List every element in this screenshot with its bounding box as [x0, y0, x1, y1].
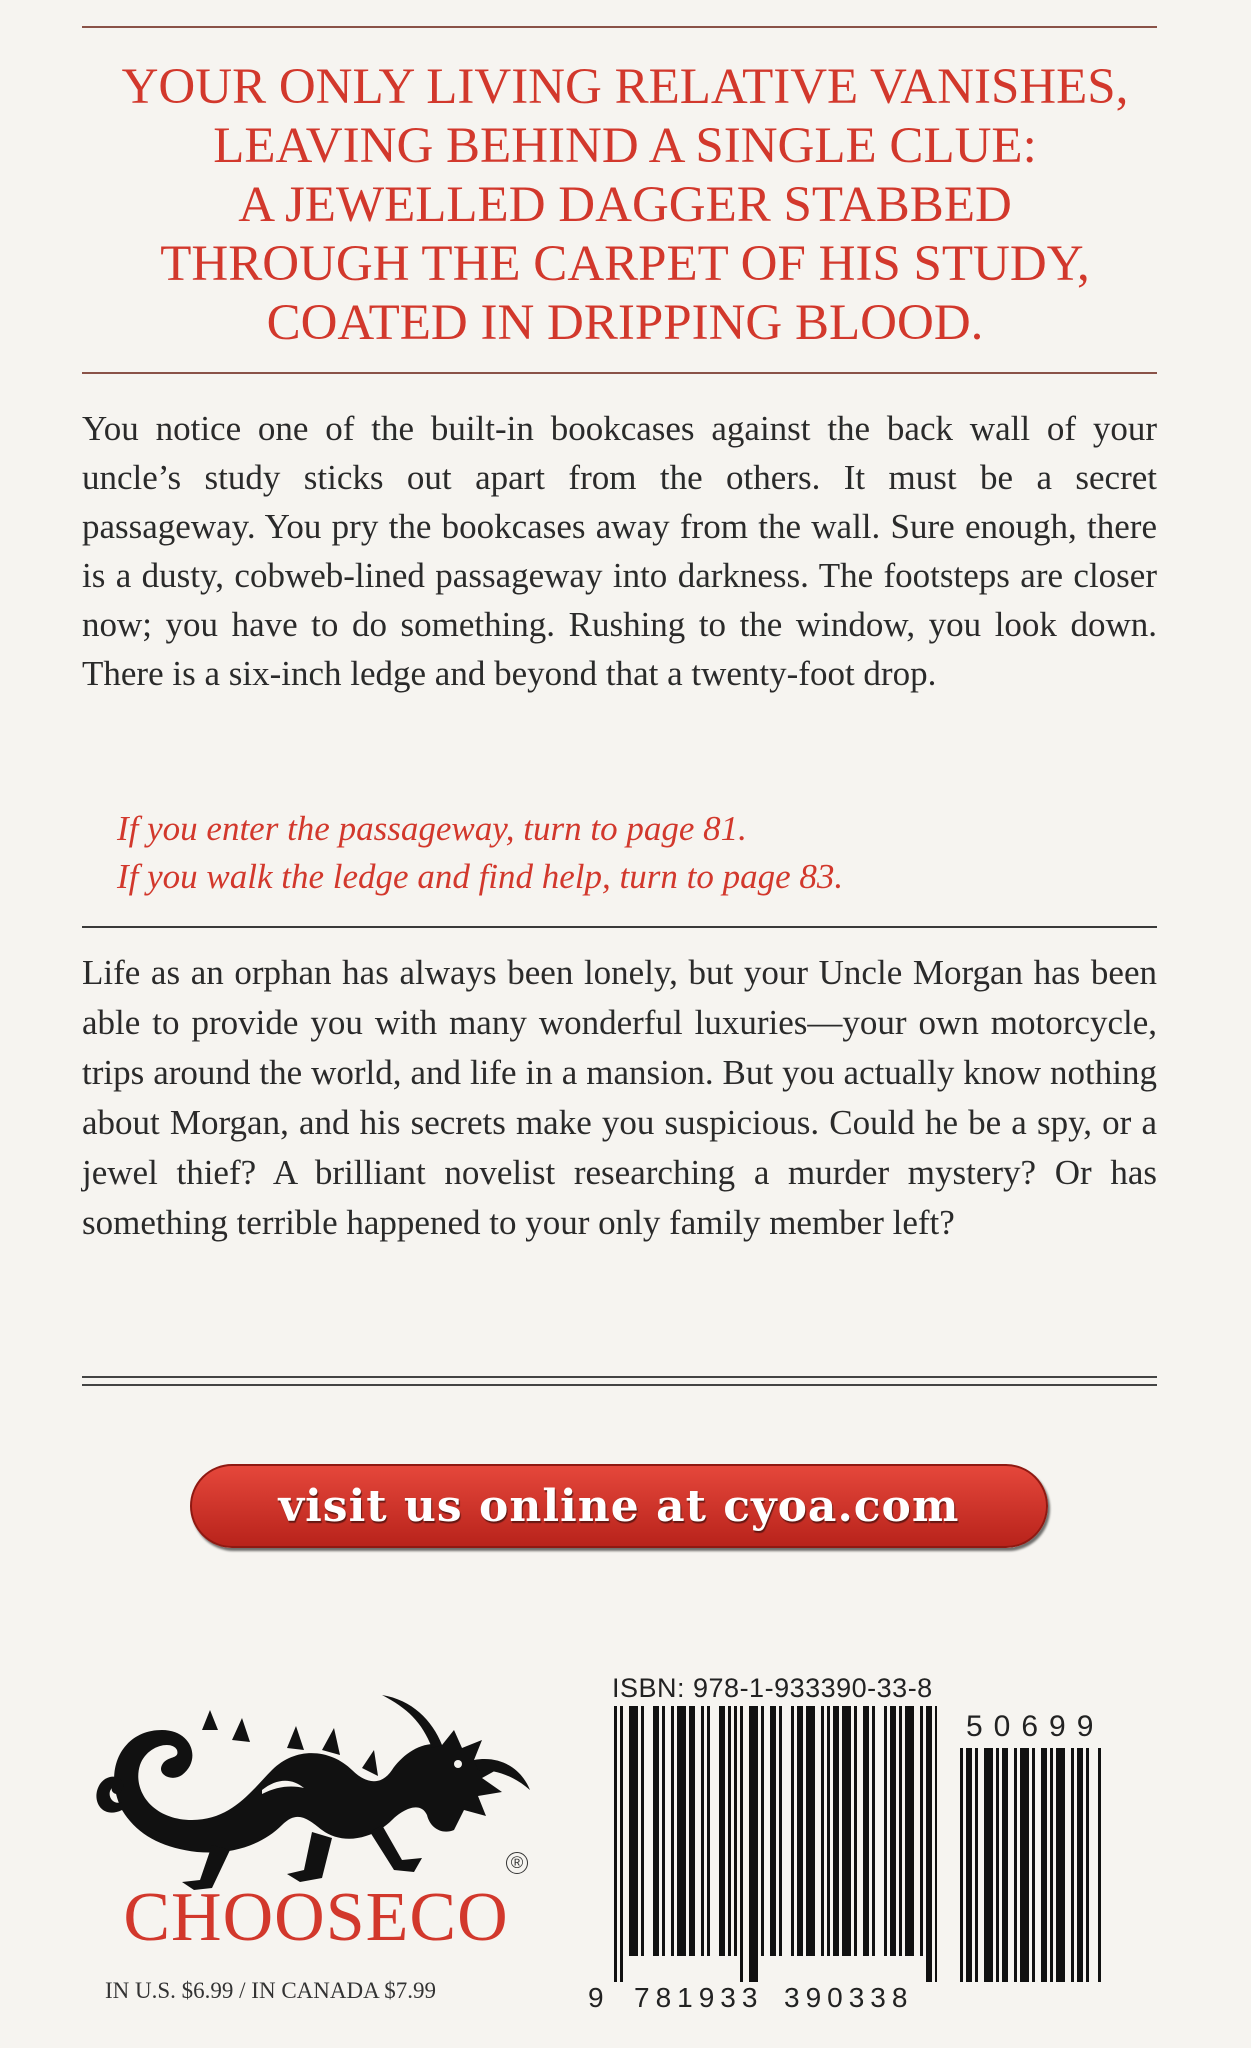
- choice-ledge: If you walk the ledge and find help, turn to page 83.: [117, 857, 844, 896]
- headline: [60, 58, 1190, 353]
- barcode-bar: [920, 1706, 923, 1956]
- barcode-bar: [890, 1706, 896, 1956]
- barcode-bar: [827, 1706, 830, 1956]
- barcode-bar: [821, 1706, 824, 1956]
- choice-passageway: If you enter the passageway, turn to page 81.: [117, 809, 747, 848]
- barcode-bar: [1071, 1748, 1074, 1982]
- barcode-bar: [740, 1706, 743, 1982]
- barcode-bar: [872, 1706, 875, 1956]
- barcode-bar: [1086, 1748, 1089, 1982]
- barcode-bar: [1041, 1748, 1047, 1982]
- barcode-bar: [1050, 1748, 1053, 1982]
- website-link-label: visit us online at cyoa.com: [278, 1480, 960, 1532]
- barcode-bar: [1098, 1748, 1101, 1982]
- publisher-logo-text: CHOOSECO: [123, 1879, 509, 1956]
- barcode-bar: [1032, 1748, 1035, 1982]
- barcode-bar: [863, 1706, 869, 1956]
- barcode-bar: [1056, 1748, 1065, 1982]
- barcode-bar: [677, 1706, 686, 1956]
- dragon-logo-icon: [82, 1660, 542, 1900]
- barcode-bar: [1020, 1748, 1029, 1982]
- headline-line: THROUGH THE CARPET OF HIS STUDY,: [160, 236, 1090, 292]
- barcode-bar: [779, 1706, 782, 1956]
- barcode-bar: [791, 1706, 794, 1956]
- barcode-bar: [629, 1706, 638, 1956]
- barcode-bar: [701, 1706, 704, 1956]
- barcode-addon-icon: [958, 1748, 1116, 1982]
- barcode-bar: [975, 1748, 978, 1982]
- ean-first-digit: 9: [588, 1982, 610, 2013]
- barcode-bar: [653, 1706, 659, 1956]
- ean-left-group: 781933: [634, 1982, 764, 2013]
- barcode-bar: [806, 1706, 815, 1956]
- barcode-bar: [1002, 1748, 1008, 1982]
- barcode-bar: [761, 1706, 764, 1956]
- barcode-bar: [899, 1706, 902, 1956]
- headline-line: A JEWELLED DAGGER STABBED: [238, 177, 1012, 233]
- registered-mark: ®: [506, 1852, 528, 1874]
- barcode-bar: [1014, 1748, 1017, 1982]
- top-rule: [82, 26, 1157, 28]
- double-rule: [82, 1376, 1157, 1386]
- barcode-bar: [707, 1706, 710, 1956]
- barcode-bar: [662, 1706, 665, 1956]
- summary-paragraph: Life as an orphan has always been lonely, but your Uncle Morgan has been able to provide you with many wonderful luxuries—your own motorcycle, trips around the world, and life in a mansion. But you actually know nothing about Morgan, and his secrets make you suspicious. Could he be a spy, or a jewel thief? A brilliant novelist researching a murder mystery? Or has something terrible happened to your only family member left?: [82, 953, 1157, 1242]
- barcode-bar: [960, 1748, 963, 1982]
- barcode-bar: [926, 1706, 932, 1982]
- barcode-bar: [719, 1706, 725, 1956]
- barcode-bar: [614, 1706, 617, 1982]
- barcode-bar: [797, 1706, 803, 1956]
- barcode-bar: [770, 1706, 776, 1956]
- headline-line: COATED IN DRIPPING BLOOD.: [266, 295, 984, 351]
- addon-digits: 50699: [966, 1710, 1105, 1743]
- headline-line: YOUR ONLY LIVING RELATIVE VANISHES,: [121, 59, 1129, 115]
- barcode-bar: [641, 1706, 644, 1956]
- price-text: IN U.S. $6.99 / IN CANADA $7.99: [105, 1978, 436, 2003]
- barcode-bar: [749, 1706, 758, 1982]
- barcode-bar: [734, 1706, 737, 1956]
- barcode-bar: [833, 1706, 839, 1956]
- barcode-bar: [689, 1706, 695, 1956]
- ean-right-group: 390338: [784, 1982, 914, 2013]
- barcode-bar: [620, 1706, 623, 1982]
- barcode-bar: [671, 1706, 674, 1956]
- isbn-label: ISBN: 978-1-933390-33-8: [612, 1673, 933, 1703]
- headline-bottom-rule: [82, 372, 1157, 374]
- barcode-bar: [935, 1706, 937, 1982]
- barcode-bar: [1077, 1748, 1083, 1982]
- barcode-bar: [854, 1706, 857, 1956]
- barcode-bar: [842, 1706, 851, 1956]
- excerpt-paragraph: You notice one of the built-in bookcases against the back wall of your uncle’s study sticks out apart from the others. It must be a secret passageway. You pry the bookcases away from the wall. Sure enough, there is a dusty, cobweb-lined passageway into darkness. The footsteps are closer now; you have to do something. Rushing to the window, you look down. There is a six-inch ledge and beyond that a twenty-foot drop.: [82, 409, 1157, 693]
- barcode-bar: [884, 1706, 887, 1956]
- barcode-bar: [966, 1748, 972, 1982]
- website-link-button[interactable]: [190, 1464, 1048, 1548]
- barcode-bar: [984, 1748, 993, 1982]
- barcode-bar: [996, 1748, 999, 1982]
- barcode-bar: [728, 1706, 731, 1956]
- barcode-main-icon: [612, 1706, 937, 1982]
- excerpt-bottom-rule: [82, 926, 1157, 928]
- headline-line: LEAVING BEHIND A SINGLE CLUE:: [213, 118, 1037, 174]
- barcode-bar: [905, 1706, 914, 1956]
